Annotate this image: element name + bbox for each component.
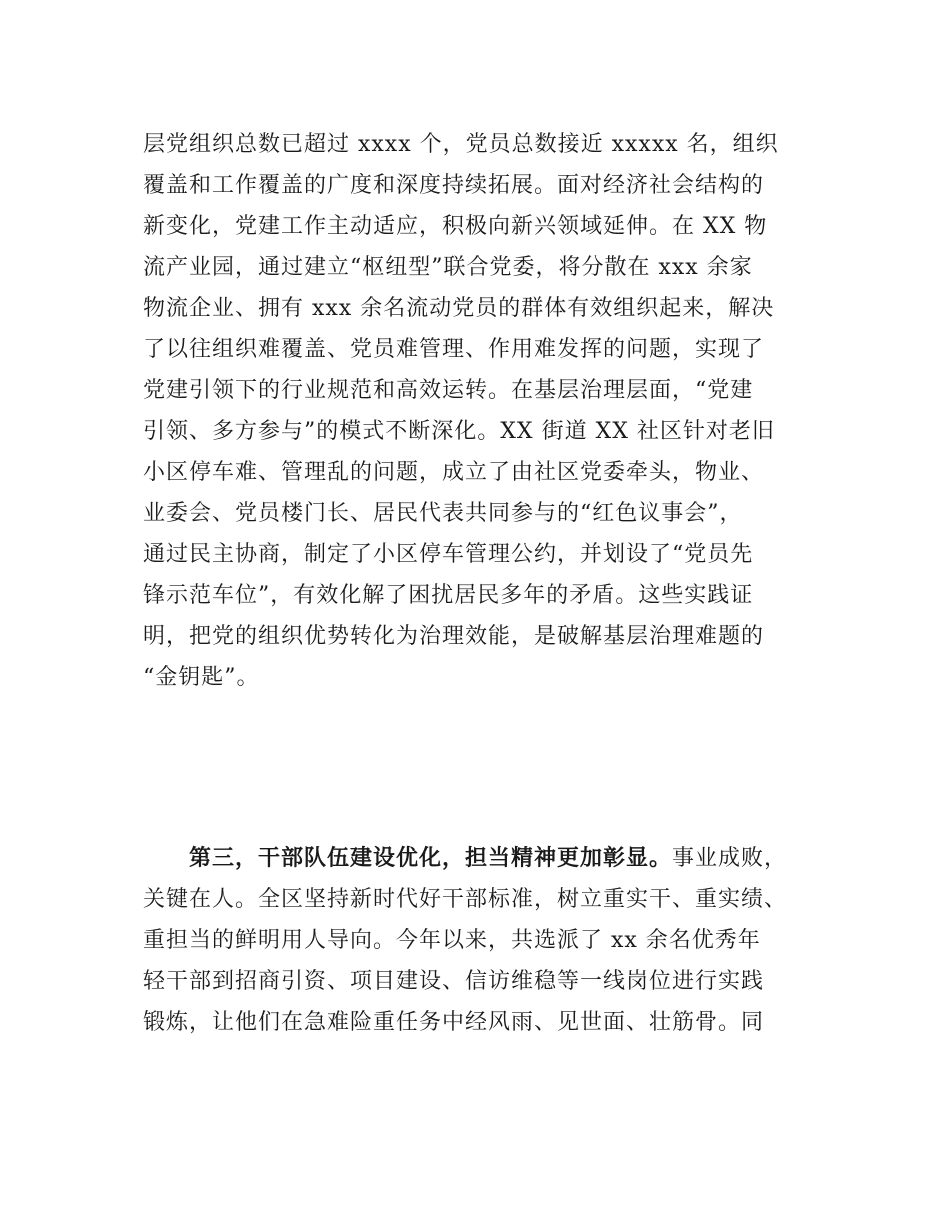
paragraph-line-rest: 事业成败， (672, 846, 788, 871)
paragraph-line: “金钥匙”。 (143, 665, 260, 690)
paragraph-party-organization (143, 124, 843, 698)
paragraph-line: 层党组织总数已超过 xxxx 个，党员总数接近 xxxxx 名，组织 (143, 132, 779, 157)
paragraph-line: 党建引领下的行业规范和高效运转。在基层治理层面，“党建 (143, 378, 754, 403)
paragraph-line: 业委会、党员楼门长、居民代表共同参与的“红色议事会”， (143, 501, 743, 526)
paragraph-line: 轻干部到招商引资、项目建设、信访维稳等一线岗位进行实践 (143, 969, 765, 994)
paragraph-line: 新变化，党建工作主动适应，积极向新兴领域延伸。在 XX 物 (143, 214, 768, 239)
paragraph-line: 明，把党的组织优势转化为治理效能，是破解基层治理难题的 (143, 624, 765, 649)
paragraph-line: 锻炼，让他们在急难险重任务中经风雨、见世面、壮筋骨。同 (143, 1010, 765, 1035)
paragraph-line: 关键在人。全区坚持新时代好干部标准，树立重实干、重实绩、 (143, 887, 788, 912)
paragraph-line: 了以往组织难覆盖、党员难管理、作用难发挥的问题，实现了 (143, 337, 765, 362)
paragraph-cadre-team (143, 838, 843, 1043)
paragraph-line: 重担当的鲜明用人导向。今年以来，共选派了 xx 余名优秀年 (143, 928, 761, 953)
paragraph-line: 引领、多方参与”的模式不断深化。XX 街道 XX 社区针对老旧 (143, 419, 775, 444)
paragraph-line: 锋示范车位”，有效化解了困扰居民多年的矛盾。这些实践证 (143, 583, 754, 608)
paragraph-first-line (143, 838, 843, 879)
paragraph-line: 覆盖和工作覆盖的广度和深度持续拓展。面对经济社会结构的 (143, 173, 765, 198)
paragraph-line: 小区停车难、管理乱的问题，成立了由社区党委牵头，物业、 (143, 460, 765, 485)
paragraph-line: 物流企业、拥有 xxx 余名流动党员的群体有效组织起来，解决 (143, 296, 775, 321)
paragraph-line: 流产业园，通过建立“枢纽型”联合党委，将分散在 xxx 余家 (143, 255, 753, 280)
paragraph-line: 通过民主协商，制定了小区停车管理公约，并划设了“党员先 (143, 542, 754, 567)
section-heading: 第三，干部队伍建设优化，担当精神更加彰显。 (189, 846, 673, 871)
